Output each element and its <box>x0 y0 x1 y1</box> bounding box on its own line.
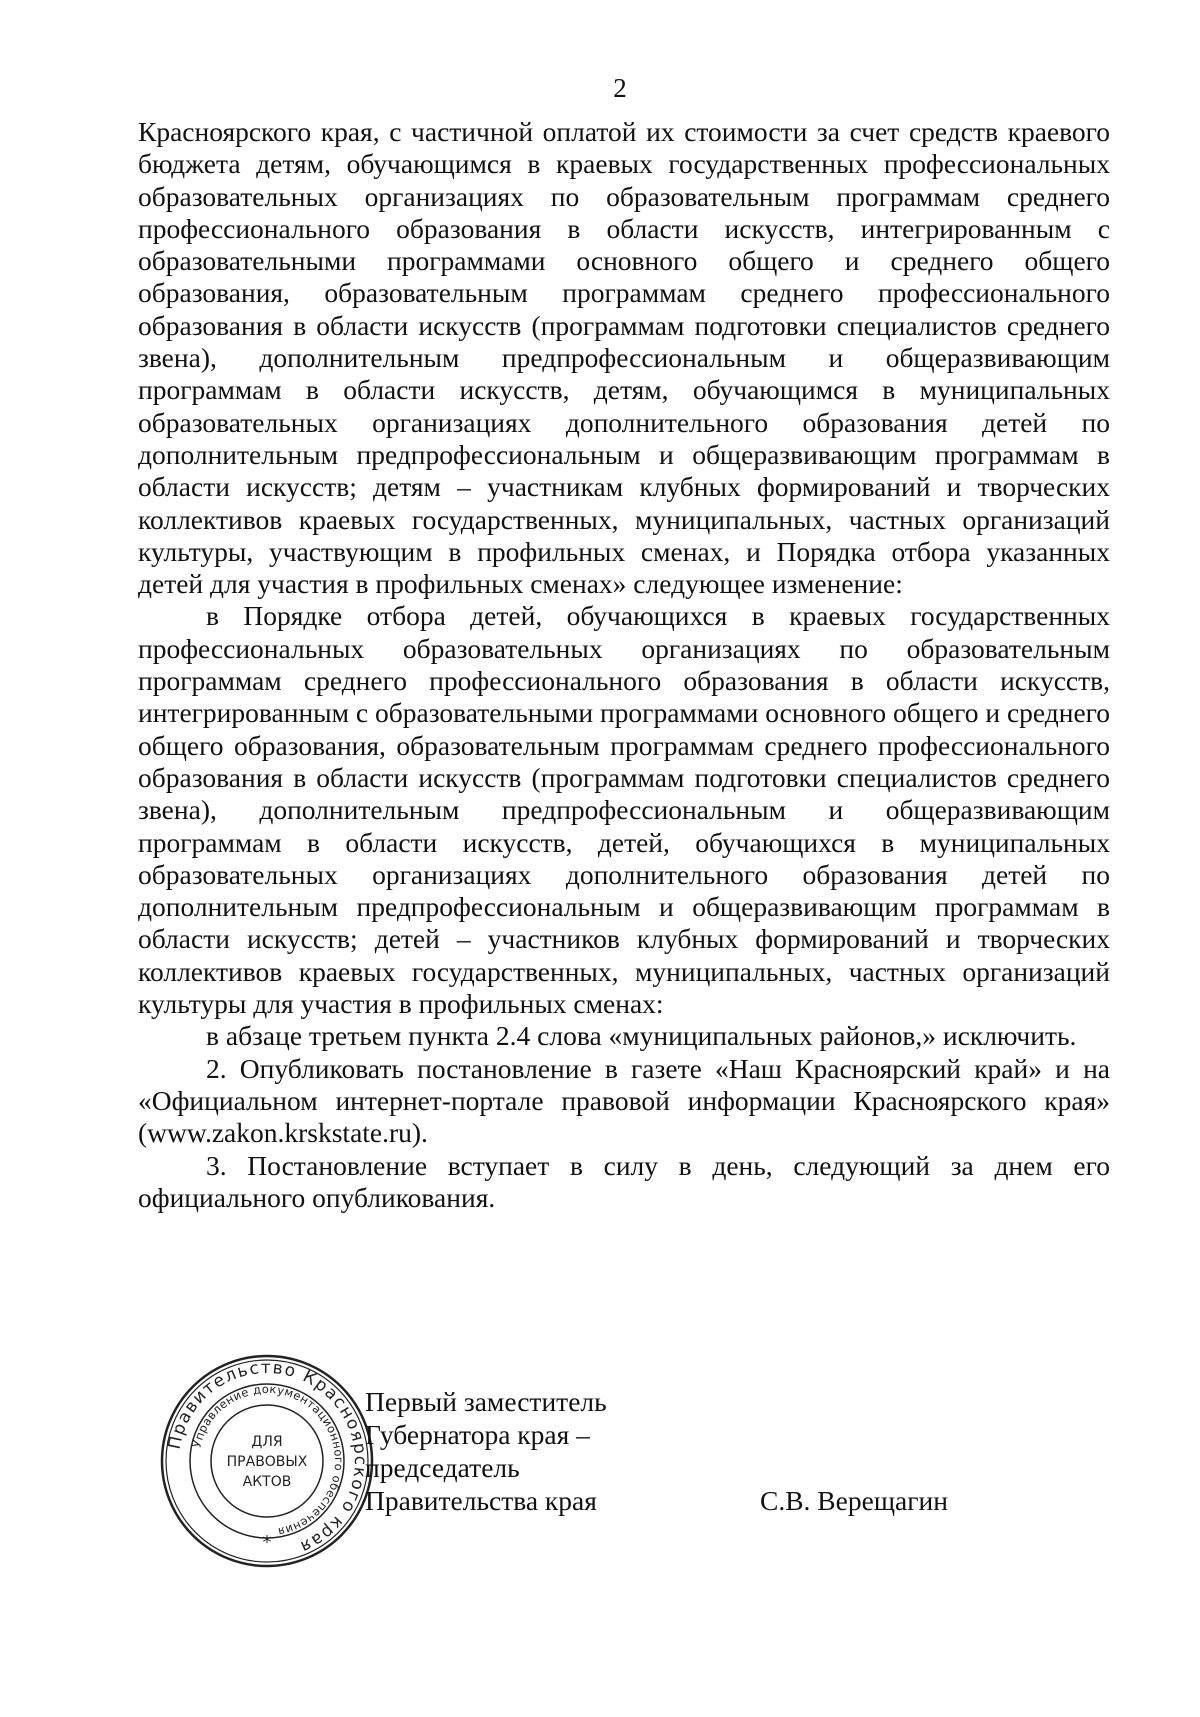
paragraph-4: 2. Опубликовать постановление в газете «Наш Красноярский край» и на «Официальном интернет-портале правовой информации Красноярского края» (www.zakon.krskstate.ru). <box>138 1052 1110 1149</box>
paragraph-3: в абзаце третьем пункта 2.4 слова «муниципальных районов,» исключить. <box>206 1020 1077 1052</box>
seal-center-line-1: ДЛЯ <box>251 1434 283 1450</box>
seal-outer-text: Правительство Красноярского края <box>164 1357 371 1558</box>
seal-star-icon: * <box>262 1532 272 1553</box>
seal-inner-text: Управление документационного обеспечения <box>189 1381 347 1540</box>
official-seal <box>158 1352 376 1570</box>
position-line-4: Правительства края <box>365 1485 597 1516</box>
page-number: 2 <box>613 73 627 103</box>
paragraph-2: в Порядке отбора детей, обучающихся в краевых государственных профессиональных образовательных организациях по образовательным программам среднего профессионального образования в области искусств, интегрированным с образовательными программами основного общего и среднего общего образования, образовательным программам среднего профессионального образования в области искусств (программам подготовки специалистов среднего звена), дополнительным предпрофессиональным и общеразвивающим программам в области искусств, детей, обучающихся в муниципальных образовательных организациях дополнительного образования детей по дополнительным предпрофессиональным и общеразвивающим программам в области искусств; детей – участников клубных формирований и творческих коллективов краевых государственных, муниципальных, частных организаций культуры для участия в профильных сменах: <box>138 600 1110 1020</box>
signatory-name: С.В. Верещагин <box>760 1485 948 1516</box>
paragraph-5: 3. Постановление вступает в силу в день, следующий за днем его официального опубликования. <box>138 1149 1110 1213</box>
position-line-1: Первый заместитель <box>365 1386 607 1417</box>
position-line-3: председатель <box>365 1452 520 1483</box>
seal-center-line-3: АКТОВ <box>242 1474 292 1490</box>
signatory-position <box>365 1385 607 1517</box>
position-line-2: Губернатора края – <box>365 1419 590 1450</box>
signature-block <box>365 1385 975 1535</box>
seal-center-line-2: ПРАВОВЫХ <box>226 1454 308 1470</box>
document-body <box>138 116 1110 1214</box>
paragraph-1: Красноярского края, с частичной оплатой их стоимости за счет средств краевого бюджета детям, обучающимся в краевых государственных профессиональных образовательных организациях по образовательным программам среднего профессионального образования в области искусств, интегрированным с образовательными программами основного общего и среднего общего образования, образовательным программам среднего профессионального образования в области искусств (программам подготовки специалистов среднего звена), дополнительным предпрофессиональным и общеразвивающим программам в области искусств, детям, обучающимся в муниципальных образовательных организациях дополнительного образования детей по дополнительным предпрофессиональным и общеразвивающим программам в области искусств; детям – участникам клубных формирований и творческих коллективов краевых государственных, муниципальных, частных организаций культуры, участвующим в профильных сменах, и Порядка отбора указанных детей для участия в профильных сменах» следующее изменение: <box>138 116 1110 600</box>
